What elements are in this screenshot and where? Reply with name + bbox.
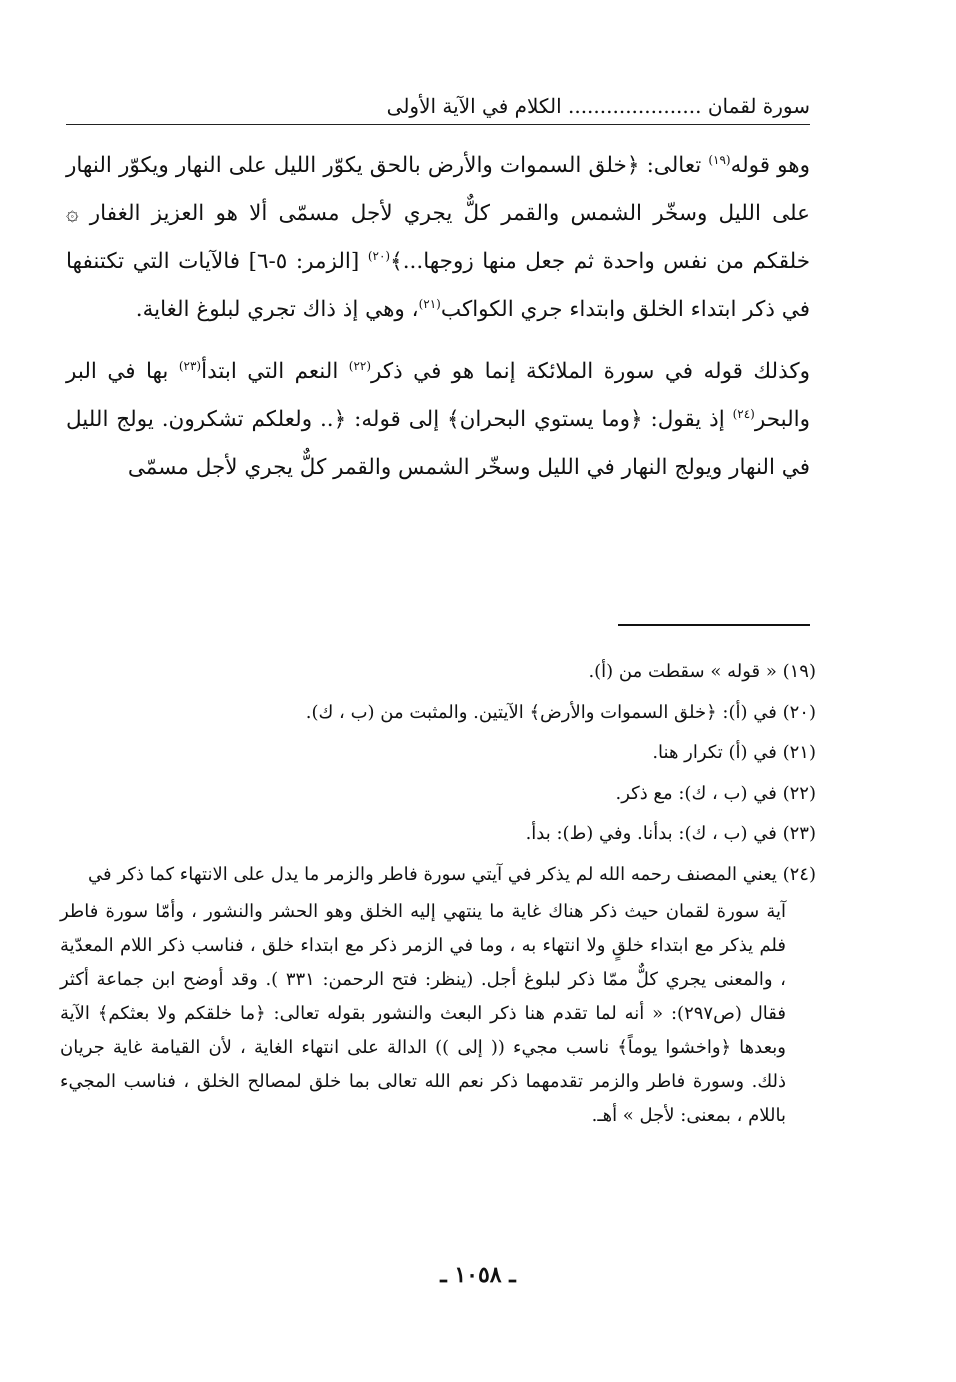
header-topic-title: الكلام في الآية الأولى bbox=[386, 94, 562, 118]
footnote-21 bbox=[60, 733, 816, 774]
footnote-text: في (ب ، ك): بدأنا. وفي (ط): بدأ. bbox=[525, 823, 777, 844]
footnote-text: يعني المصنف رحمه الله لم يذكر في آيتي سورة فاطر والزمر ما يدل على الانتهاء كما ذكر في bbox=[88, 863, 777, 885]
footnote-ref-20: (٢٠) bbox=[367, 248, 391, 263]
footnote-number: (٢٢) bbox=[782, 782, 816, 804]
footnote-24 bbox=[60, 855, 816, 896]
para2-text: بها في البر والبحر bbox=[66, 359, 810, 432]
para1-text: [الزمر: ٥-٦] فالآيات التي تكتنفها في ذكر ابتداء الخلق وابتداء جري الكواكب bbox=[66, 249, 810, 322]
header-dot-leader: ..................... bbox=[567, 94, 702, 118]
para2-text: إذ يقول: ﴿وما يستوي البحران﴾ إلى قوله: ﴿.. ولعلكم تشكرون. يولج الليل في النهار ويولج النهار في الليل وسخّر الشمس والقمر كلٌّ يجري لأجل مسمّى bbox=[66, 407, 810, 480]
footnote-number: (٢٤) bbox=[782, 863, 816, 885]
footnote-ref-19: (١٩) bbox=[708, 152, 731, 167]
page-number: ـ ١٠٥٨ ـ bbox=[440, 1262, 516, 1288]
footnote-separator bbox=[618, 624, 810, 626]
running-header bbox=[66, 88, 810, 125]
paragraph-1 bbox=[66, 142, 810, 334]
footnote-text: في (أ): ﴿خلق السموات والأرض﴾ الآيتين. والمثبت من (ب ، ك). bbox=[305, 701, 777, 723]
main-text bbox=[66, 142, 810, 492]
footnote-ref-21: (٢١) bbox=[418, 296, 441, 311]
para2-text: وكذلك قوله في سورة الملائكة إنما هو في ذكر bbox=[371, 359, 810, 384]
footnotes bbox=[60, 652, 816, 1133]
footnote-23 bbox=[60, 814, 816, 855]
para2-text: النعم التي ابتدأ bbox=[201, 359, 349, 384]
footnote-ref-23: (٢٣) bbox=[178, 358, 202, 373]
footnote-ref-22: (٢٢) bbox=[348, 358, 372, 373]
para1-text: وهو قوله bbox=[730, 153, 810, 178]
footnote-text: « قوله » سقطت من (أ). bbox=[588, 661, 777, 682]
footnote-19 bbox=[60, 652, 816, 693]
footnote-20 bbox=[60, 693, 816, 734]
footnote-number: (٢١) bbox=[782, 742, 816, 763]
paragraph-2 bbox=[66, 348, 810, 492]
header-surah-title: سورة لقمان bbox=[707, 94, 810, 118]
footnote-text: في (أ) تكرار هنا. bbox=[652, 742, 777, 763]
footnote-number: (١٩) bbox=[782, 661, 816, 682]
footnote-24-continuation: آية سورة لقمان حيث ذكر هناك غاية ما ينتهي إليه الخلق وهو الحشر والنشور ، وأمّا سورة فاطر فلم يذكر مع ابتداء خلقٍ ولا انتهاء به ، وما في الزمر ذكر مع ابتداء خلق ، فناسب ذكر اللام المعدّية ، والمعنى يجري كلٌّ ممّا ذكر لبلوغ أجل. (ينظر: فتح الرحمن: ٣٣١ ). وقد أوضح ابن جماعة أكثر فقال (ص٢٩٧): « أنه لما تقدم هنا ذكر البعث والنشور بقوله تعالى: ﴿ما خلقكم ولا بعثكم﴾ الآية وبعدها ﴿واخشوا يوماً﴾ ناسب مجيء (( إلى )) الدالة على انتهاء الغاية ، لأن القيامة غاية جريان ذلك. وسورة فاطر والزمر تقدمهما ذكر نعم الله تعالى بما خلق لمصالح الخلق ، فناسب المجيء باللام ، بمعنى: لأجل » أهـ. bbox=[60, 901, 786, 1126]
footnote-text: في (ب ، ك): مع ذكر. bbox=[615, 782, 777, 804]
footnote-ref-24: (٢٤) bbox=[732, 406, 755, 421]
footnote-22 bbox=[60, 774, 816, 815]
footnote-number: (٢٠) bbox=[782, 701, 816, 723]
footnote-number: (٢٣) bbox=[782, 823, 816, 844]
para1-text: ، وهي إذ ذاك تجري لبلوغ الغاية. bbox=[135, 297, 419, 322]
para1-text: تعالى: ﴿خلق السموات والأرض بالحق يكوّر الليل على النهار ويكوّر النهار على الليل وسخّر الشمس والقمر كلٌّ يجري لأجل مسمّى ألا هو العزيز الغفار ۞ خلقكم من نفس واحدة ثم جعل منها زوجها...﴾ bbox=[66, 153, 810, 274]
